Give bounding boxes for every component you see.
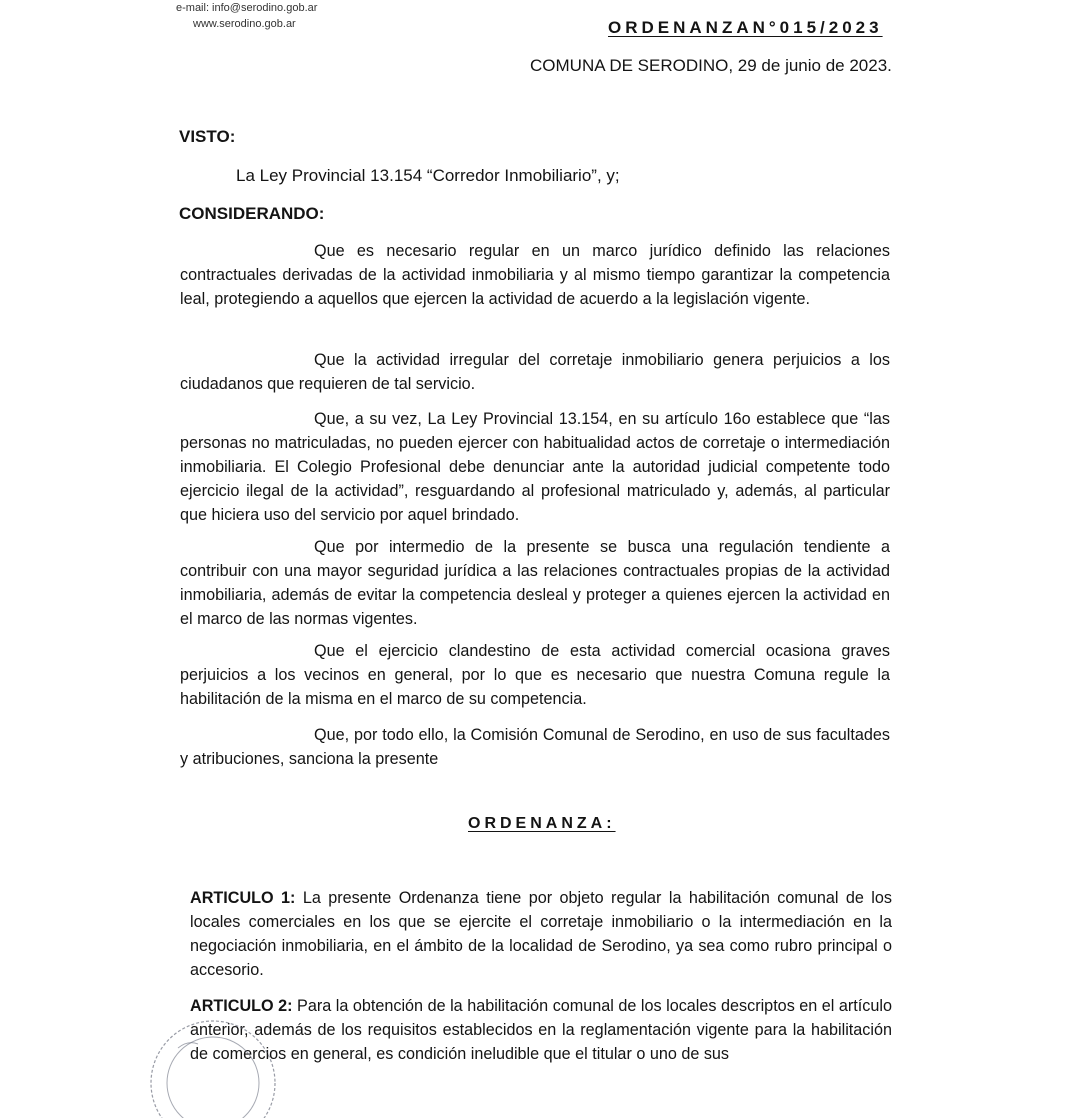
article-2 <box>190 994 892 1066</box>
visto-heading: VISTO: <box>179 127 236 146</box>
email-text: e-mail: info@serodino.gob.ar <box>176 2 318 14</box>
considerando-paragraph: Que la actividad irregular del corretaje inmobiliario genera perjuicios a los ciudadanos que requieren de tal servicio. <box>180 351 890 393</box>
considerando-paragraph: Que es necesario regular en un marco jurídico definido las relaciones contractuales derivadas de la actividad inmobiliaria y al mismo tiempo garantizar la competencia leal, protegiendo a aquellos que ejercen la actividad de acuerdo a la legislación vigente. <box>180 242 890 308</box>
considerando-paragraph: Que el ejercicio clandestino de esta actividad comercial ocasiona graves perjuicios a los vecinos en general, por lo que es necesario que nuestra Comuna regule la habilitación de la misma en el marco de su competencia. <box>180 642 890 708</box>
article-label: ARTICULO 2: <box>190 997 293 1015</box>
letterhead-contact <box>176 0 317 32</box>
article-1 <box>190 886 892 982</box>
article-text: Para la obtención de la habilitación comunal de los locales descriptos en el artículo anterior, además de los requisitos establecidos en la reglamentación vigente para la habilitación de comercios en general, es condición ineludible que el titular o uno de sus <box>190 997 892 1063</box>
stamp-seal-icon <box>138 1008 288 1118</box>
considerando-heading: CONSIDERANDO: <box>179 204 325 223</box>
considerando-paragraph: Que, por todo ello, la Comisión Comunal de Serodino, en uso de sus facultades y atribuciones, sanciona la presente <box>180 726 890 768</box>
article-label: ARTICULO 1: <box>190 889 296 907</box>
article-text: La presente Ordenanza tiene por objeto regular la habilitación comunal de los locales comerciales en los que se ejercite el corretaje inmobiliario o la intermediación en la negociación inmobiliaria, en el ámbito de la localidad de Serodino, ya sea como rubro principal o accesorio. <box>190 889 892 979</box>
considerando-paragraph: Que por intermedio de la presente se busca una regulación tendiente a contribuir con una mayor seguridad jurídica a las relaciones contractuales propias de la actividad inmobiliaria, además de evitar la competencia desleal y proteger a quienes ejercen la actividad en el marco de las normas vigentes. <box>180 538 890 628</box>
considerando-paragraph: Que, a su vez, La Ley Provincial 13.154, en su artículo 16o establece que “las personas no matriculadas, no pueden ejercer con habitualidad actos de corretaje o intermediación inmobiliaria. El Colegio Profesional debe denunciar ante la autoridad judicial competente todo ejercicio ilegal de la actividad”, resguardando al profesional matriculado y, además, al particular que hiciera uso del servicio por aquel brindado. <box>180 410 890 524</box>
place-date: COMUNA DE SERODINO, 29 de junio de 2023. <box>530 56 892 75</box>
website-text: www.serodino.gob.ar <box>193 18 296 30</box>
visto-text: La Ley Provincial 13.154 “Corredor Inmobiliario”, y; <box>236 166 620 185</box>
ordenanza-heading: ORDENANZA: <box>468 815 616 832</box>
ordinance-number: ORDENANZAN°015/2023 <box>608 18 883 37</box>
